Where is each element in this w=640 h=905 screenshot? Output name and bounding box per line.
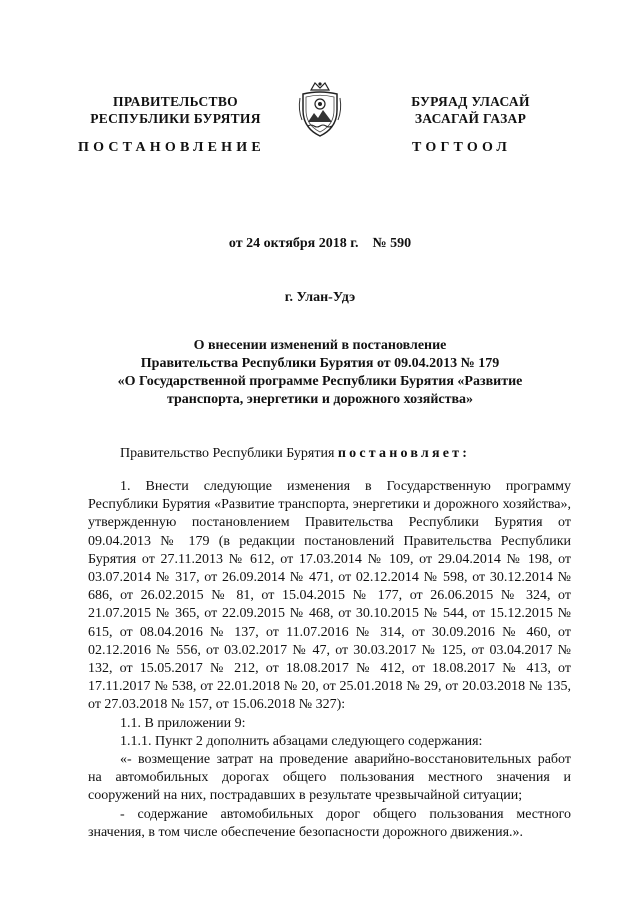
intro-decree-word: постановляет: [337, 446, 471, 461]
paragraph-quote-1: «- возмещение затрат на проведение аварийно-восстановительных работ на автомобильных дорогах общего пользования местного значения и сооружений на них, пострадавших в результате чрезвычайной ситуации; [88, 752, 571, 804]
header-left-line2: РЕСПУБЛИКИ БУРЯТИЯ [90, 111, 261, 126]
paragraph-1: 1. Внести следующие изменения в Государственную программу Республики Бурятия «Развитие транспорта, энергетики и дорожного хозяйства», утвержденную постановлением Правительства Республики Бурятия от 09.04.2013 № 179 (в редакции постановлений Правительства Республики Бурятия от 27.11.2013 № 612, от 17.03.2014 № 109, от 29.04.2014 № 198, от 03.07.2014 № 317, от 26.09.2014 № 471, от 02.12.2014 № 598, от 30.12.2014 № 686, от 26.02.2015 № 81, от 15.04.2015 № 177, от 26.06.2015 № 324, от 21.07.2015 № 365, от 22.09.2015 № 468, от 30.10.2015 № 544, от 15.12.2015 № 615, от 08.04.2016 № 137, от 11.07.2016 № 314, от 30.09.2016 № 460, от 02.12.2016 № 556, от 03.02.2017 № 47, от 30.03.2017 № 125, от 03.04.2017 № 132, от 15.05.2017 № 212, от 18.08.2017 № 412, от 18.08.2017 № 413, от 17.11.2017 № 538, от 22.01.2018 № 20, от 25.01.2018 № 29, от 20.03.2018 № 135, от 27.03.2018 № 157, от 15.06.2018 № 327): [88, 479, 571, 713]
header-right-line2: ЗАСАГАЙ ГАЗАР [414, 111, 527, 126]
doc-type-left: ПОСТАНОВЛЕНИЕ [78, 140, 265, 155]
title-line1: О внесении изменений в постановление [193, 338, 447, 353]
header-left-line1: ПРАВИТЕЛЬСТВО [113, 94, 238, 109]
document-body [88, 478, 571, 842]
header-right-line1: БУРЯАД УЛАСАЙ [411, 94, 530, 109]
paragraph-1-1-1: 1.1.1. Пункт 2 дополнить абзацами следующего содержания: [120, 733, 483, 749]
title-line2: Правительства Республики Бурятия от 09.04.2013 № 179 [140, 356, 500, 371]
document-title [60, 337, 580, 409]
date-number: от 24 октября 2018 г. № 590 [228, 236, 412, 251]
intro-prefix: Правительство Республики Бурятия [120, 446, 338, 461]
paragraph-quote-2: - содержание автомобильных дорог общего пользования местного значения, в том числе обеспечение безопасности дорожного движения.». [88, 806, 571, 840]
coat-of-arms-icon [297, 80, 343, 140]
title-line4: транспорта, энергетики и дорожного хозяйства» [166, 392, 474, 407]
paragraph-1-1: 1.1. В приложении 9: [120, 715, 246, 731]
doc-type-right: ТОГТООЛ [412, 140, 512, 155]
title-line3: «О Государственной программе Республики Бурятия «Развитие [117, 374, 523, 389]
city: г. Улан-Удэ [284, 290, 356, 305]
intro-line [120, 446, 470, 462]
